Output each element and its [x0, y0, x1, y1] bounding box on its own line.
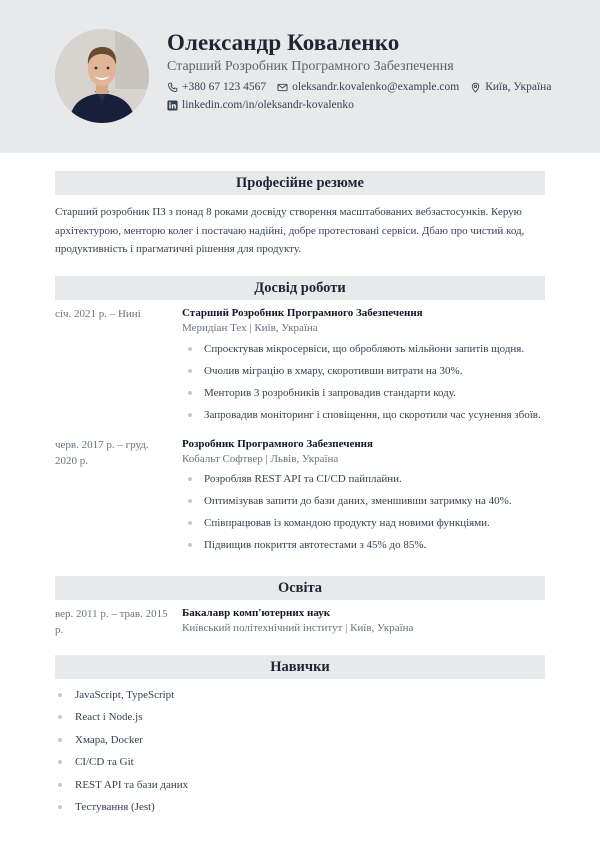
skill-item: React і Node.js [58, 710, 188, 732]
achievement-item: Менторив 3 розробників і запровадив стандарти коду. [188, 385, 548, 407]
skills-list [58, 688, 188, 822]
skill-item: CI/CD та Git [58, 755, 188, 777]
achievement-item: Запровадив моніторинг і сповіщення, що скоротили час усунення збоїв. [188, 407, 548, 429]
achievement-item: Спроєктував мікросервіси, що обробляють мільйони запитів щодня. [188, 341, 548, 363]
linkedin-icon [167, 100, 178, 111]
contact-phone [167, 81, 266, 93]
education-dates: вер. 2011 р. – трав. 2015 р. [55, 608, 168, 636]
section-heading-summary: Професійне резюме [55, 171, 545, 195]
job-title: Розробник Програмного Забезпечення [182, 438, 373, 450]
section-heading-skills: Навички [55, 655, 545, 679]
contact-email [277, 81, 459, 93]
candidate-name: Олександр Коваленко [167, 30, 400, 55]
skill-item: REST API та бази даних [58, 778, 188, 800]
job-company: Кобальт Софтвер | Львів, Україна [182, 453, 339, 465]
job-company: Меридіан Тех | Київ, Україна [182, 322, 318, 334]
email-text: oleksandr.kovalenko@example.com [292, 81, 460, 93]
candidate-title: Старший Розробник Програмного Забезпечення [167, 59, 454, 74]
phone-icon [167, 82, 178, 93]
achievement-item: Розробляв REST API та CI/CD пайплайни. [188, 471, 548, 493]
achievement-item: Очолив міграцію в хмару, скоротивши витрати на 30%. [188, 363, 548, 385]
skill-item: JavaScript, TypeScript [58, 688, 188, 710]
section-heading-education: Освіта [55, 576, 545, 600]
section-heading-experience: Досвід роботи [55, 276, 545, 300]
education-school: Київський політехнічний інститут | Київ, Україна [182, 622, 414, 634]
profile-photo [55, 29, 149, 123]
achievement-item: Підвищив покриття автотестами з 45% до 85%. [188, 537, 548, 559]
location-text: Київ, Україна [485, 81, 552, 93]
education-degree: Бакалавр комп'ютерних наук [182, 607, 331, 619]
contact-info [167, 79, 562, 113]
summary-text: Старший розробник ПЗ з понад 8 роками досвіду створення масштабованих вебзастосунків. Керую архітектурою, менторю колег і постачаю надійні, добре протестовані сервіси. Дбаю про чистий код, продуктивність і прагматичні рішення для продукту. [55, 206, 525, 255]
achievement-item: Оптимізував запити до бази даних, зменшивши затримку на 40%. [188, 493, 548, 515]
job-achievements [188, 471, 548, 559]
job-dates: січ. 2021 р. – Нині [55, 308, 141, 320]
achievement-item: Співпрацював із командою продукту над новими функціями. [188, 515, 548, 537]
skill-item: Тестування (Jest) [58, 800, 188, 822]
job-achievements [188, 341, 548, 429]
resume-header [0, 0, 600, 153]
job-title: Старший Розробник Програмного Забезпечення [182, 307, 423, 319]
skill-item: Хмара, Docker [58, 733, 188, 755]
map-pin-icon [470, 82, 481, 93]
linkedin-link[interactable]: linkedin.com/in/oleksandr-kovalenko [182, 99, 354, 111]
phone-text: +380 67 123 4567 [182, 81, 267, 93]
contact-linkedin[interactable] [167, 99, 354, 111]
job-dates: черв. 2017 р. – груд. 2020 р. [55, 439, 149, 467]
envelope-icon [277, 82, 288, 93]
contact-location [470, 81, 551, 93]
